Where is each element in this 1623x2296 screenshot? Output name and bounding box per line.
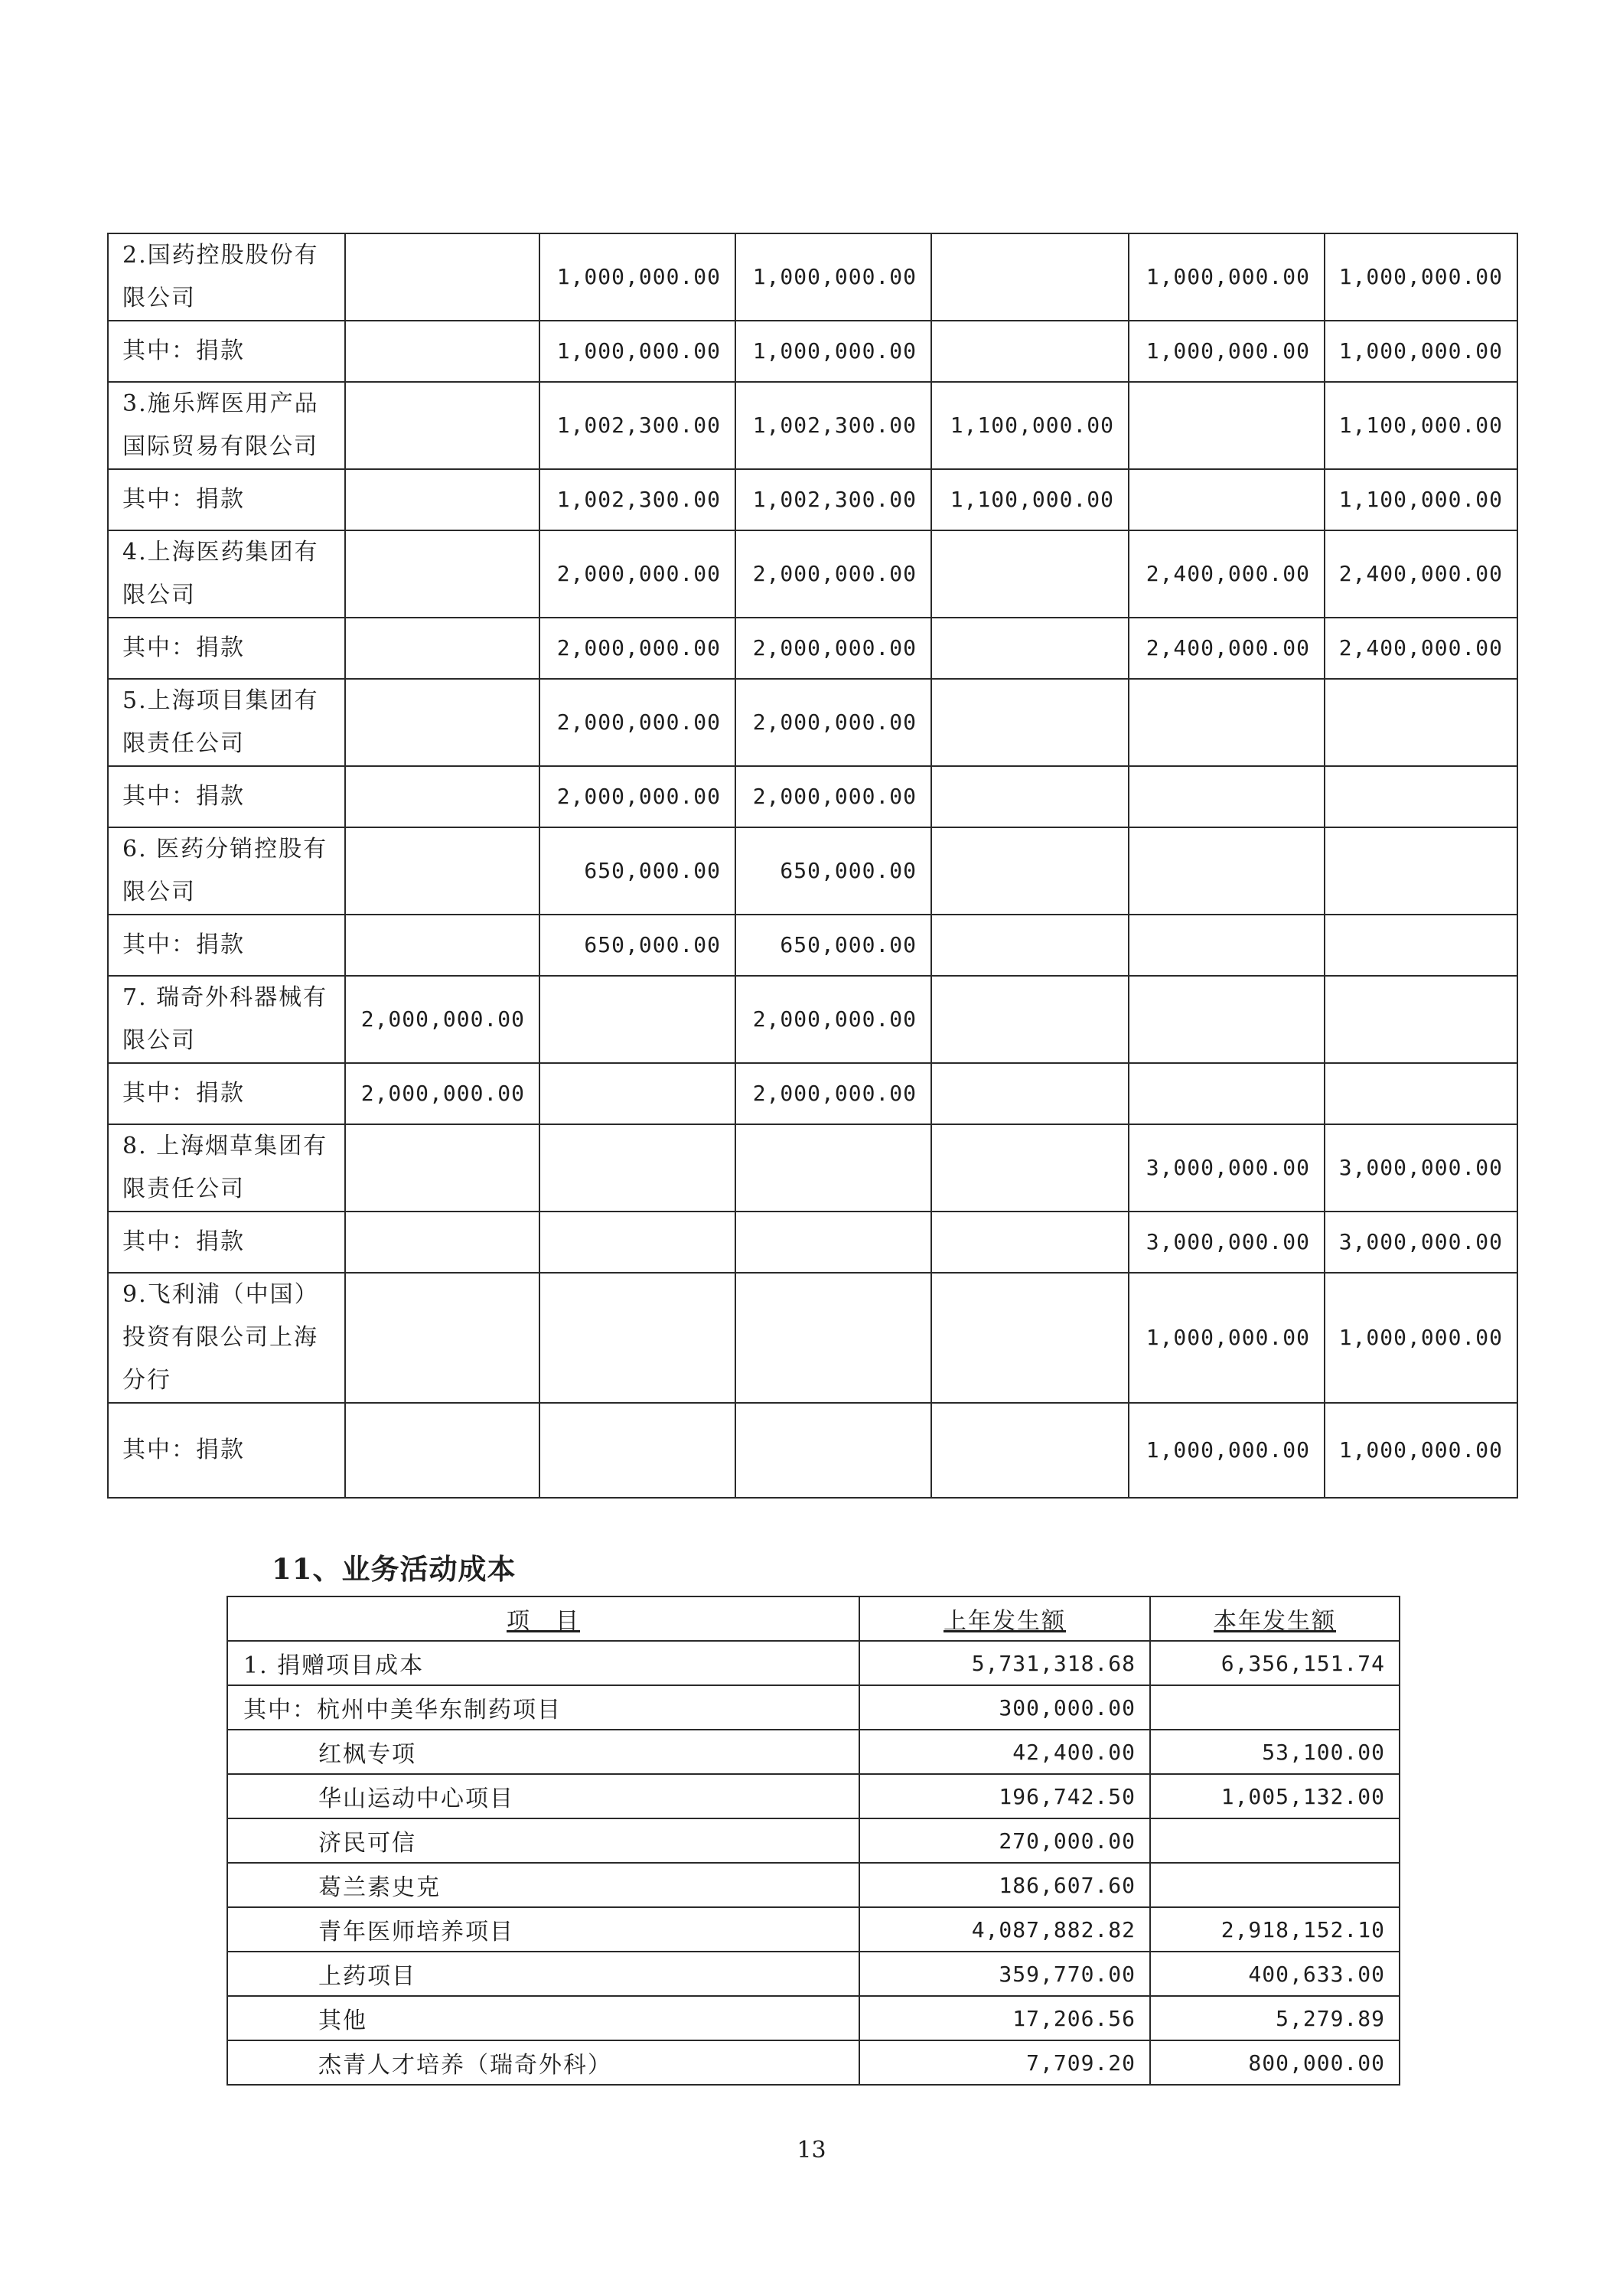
amount-cell: 1,002,300.00 <box>539 469 735 530</box>
amount-cell: 3,000,000.00 <box>1325 1212 1517 1273</box>
amount-cell <box>931 766 1129 827</box>
amount-cell <box>539 1273 735 1403</box>
donation-table <box>107 233 1518 1499</box>
row-label: 5.上海项目集团有限责任公司 <box>108 679 345 766</box>
cost-item-label: 其他 <box>227 1996 859 2040</box>
amount-cell: 2,000,000.00 <box>735 766 931 827</box>
amount-cell: 1,002,300.00 <box>539 382 735 469</box>
amount-cell <box>345 1403 539 1498</box>
amount-cell: 1,002,300.00 <box>735 469 931 530</box>
amount-cell <box>735 1124 931 1212</box>
table-row <box>108 233 1517 321</box>
row-label: 其中：捐款 <box>108 1403 345 1498</box>
current-year-amount: 400,633.00 <box>1150 1952 1400 1996</box>
current-year-amount: 6,356,151.74 <box>1150 1641 1400 1685</box>
amount-cell: 1,002,300.00 <box>735 382 931 469</box>
previous-year-amount: 186,607.60 <box>859 1863 1150 1907</box>
table-row <box>108 1273 1517 1403</box>
amount-cell: 1,000,000.00 <box>735 321 931 382</box>
amount-cell <box>1325 976 1517 1063</box>
current-year-amount: 5,279.89 <box>1150 1996 1400 2040</box>
amount-cell <box>1325 827 1517 915</box>
amount-cell: 2,000,000.00 <box>735 618 931 679</box>
amount-cell <box>345 1212 539 1273</box>
amount-cell: 1,100,000.00 <box>1325 382 1517 469</box>
row-label: 其中：捐款 <box>108 469 345 530</box>
row-label: 2.国药控股股份有限公司 <box>108 233 345 321</box>
table-row <box>108 530 1517 618</box>
amount-cell: 1,000,000.00 <box>1129 1273 1325 1403</box>
column-header-current-year: 本年发生额 <box>1150 1596 1400 1641</box>
row-label: 9.飞利浦（中国）投资有限公司上海分行 <box>108 1273 345 1403</box>
amount-cell <box>539 1403 735 1498</box>
amount-cell: 3,000,000.00 <box>1325 1124 1517 1212</box>
table-row <box>108 469 1517 530</box>
amount-cell <box>345 766 539 827</box>
table-row <box>108 321 1517 382</box>
cost-item-label: 1. 捐赠项目成本 <box>227 1641 859 1685</box>
amount-cell: 1,000,000.00 <box>1325 1403 1517 1498</box>
table-row <box>108 1124 1517 1212</box>
table-row <box>108 618 1517 679</box>
amount-cell <box>345 233 539 321</box>
table-row <box>227 1730 1400 1774</box>
cost-item-label: 葛兰素史克 <box>227 1863 859 1907</box>
current-year-amount <box>1150 1863 1400 1907</box>
row-label: 4.上海医药集团有限公司 <box>108 530 345 618</box>
table-row <box>227 1818 1400 1863</box>
amount-cell <box>1129 469 1325 530</box>
amount-cell <box>345 1124 539 1212</box>
table-row <box>108 679 1517 766</box>
amount-cell <box>1129 382 1325 469</box>
amount-cell: 2,400,000.00 <box>1129 618 1325 679</box>
row-label: 其中：捐款 <box>108 321 345 382</box>
amount-cell <box>1129 766 1325 827</box>
amount-cell: 2,400,000.00 <box>1129 530 1325 618</box>
cost-item-label: 红枫专项 <box>227 1730 859 1774</box>
cost-item-label: 青年医师培养项目 <box>227 1907 859 1952</box>
table-row <box>108 1403 1517 1498</box>
amount-cell <box>931 530 1129 618</box>
amount-cell <box>539 976 735 1063</box>
amount-cell: 2,000,000.00 <box>735 679 931 766</box>
row-label: 6. 医药分销控股有限公司 <box>108 827 345 915</box>
amount-cell: 2,000,000.00 <box>539 530 735 618</box>
current-year-amount: 1,005,132.00 <box>1150 1774 1400 1818</box>
amount-cell: 3,000,000.00 <box>1129 1124 1325 1212</box>
amount-cell <box>931 1212 1129 1273</box>
table-row <box>227 1996 1400 2040</box>
current-year-amount <box>1150 1818 1400 1863</box>
previous-year-amount: 17,206.56 <box>859 1996 1150 2040</box>
amount-cell <box>931 321 1129 382</box>
amount-cell: 1,000,000.00 <box>735 233 931 321</box>
current-year-amount: 53,100.00 <box>1150 1730 1400 1774</box>
cost-item-label: 上药项目 <box>227 1952 859 1996</box>
cost-table-header-row <box>227 1596 1400 1641</box>
amount-cell: 2,000,000.00 <box>539 679 735 766</box>
cost-item-label: 华山运动中心项目 <box>227 1774 859 1818</box>
amount-cell <box>735 1403 931 1498</box>
amount-cell <box>1325 766 1517 827</box>
amount-cell: 2,000,000.00 <box>539 766 735 827</box>
amount-cell: 1,100,000.00 <box>931 382 1129 469</box>
amount-cell <box>1325 679 1517 766</box>
amount-cell <box>931 1124 1129 1212</box>
amount-cell: 1,000,000.00 <box>1325 321 1517 382</box>
table-row <box>227 1641 1400 1685</box>
table-row <box>108 1212 1517 1273</box>
amount-cell <box>345 618 539 679</box>
amount-cell: 1,100,000.00 <box>931 469 1129 530</box>
row-label: 其中：捐款 <box>108 766 345 827</box>
section-title: 11、业务活动成本 <box>272 1552 517 1586</box>
row-label: 其中：捐款 <box>108 1212 345 1273</box>
table-row <box>227 1952 1400 1996</box>
amount-cell <box>345 679 539 766</box>
amount-cell <box>931 618 1129 679</box>
amount-cell <box>735 1212 931 1273</box>
amount-cell: 1,000,000.00 <box>1129 321 1325 382</box>
amount-cell <box>345 915 539 976</box>
table-row <box>227 1685 1400 1730</box>
previous-year-amount: 4,087,882.82 <box>859 1907 1150 1952</box>
previous-year-amount: 196,742.50 <box>859 1774 1150 1818</box>
amount-cell: 1,000,000.00 <box>539 321 735 382</box>
amount-cell <box>1129 976 1325 1063</box>
amount-cell: 2,400,000.00 <box>1325 618 1517 679</box>
row-label: 7. 瑞奇外科器械有限公司 <box>108 976 345 1063</box>
table-row <box>108 1063 1517 1124</box>
row-label: 3.施乐辉医用产品国际贸易有限公司 <box>108 382 345 469</box>
amount-cell <box>931 679 1129 766</box>
row-label: 8. 上海烟草集团有限责任公司 <box>108 1124 345 1212</box>
amount-cell: 650,000.00 <box>735 827 931 915</box>
amount-cell <box>931 233 1129 321</box>
amount-cell <box>931 827 1129 915</box>
amount-cell <box>1325 1063 1517 1124</box>
cost-item-label: 其中：杭州中美华东制药项目 <box>227 1685 859 1730</box>
amount-cell: 2,000,000.00 <box>735 530 931 618</box>
amount-cell: 1,000,000.00 <box>1325 233 1517 321</box>
amount-cell <box>931 915 1129 976</box>
amount-cell <box>539 1212 735 1273</box>
current-year-amount: 800,000.00 <box>1150 2040 1400 2085</box>
amount-cell <box>735 1273 931 1403</box>
amount-cell <box>931 976 1129 1063</box>
amount-cell: 1,100,000.00 <box>1325 469 1517 530</box>
current-year-amount <box>1150 1685 1400 1730</box>
amount-cell <box>345 382 539 469</box>
previous-year-amount: 359,770.00 <box>859 1952 1150 1996</box>
amount-cell: 2,400,000.00 <box>1325 530 1517 618</box>
table-row <box>108 827 1517 915</box>
amount-cell <box>345 827 539 915</box>
amount-cell <box>345 469 539 530</box>
amount-cell: 1,000,000.00 <box>539 233 735 321</box>
current-year-amount: 2,918,152.10 <box>1150 1907 1400 1952</box>
column-header-item: 项 目 <box>227 1596 859 1641</box>
page-number: 13 <box>797 2137 826 2164</box>
table-row <box>108 382 1517 469</box>
cost-table <box>227 1596 1400 2086</box>
amount-cell <box>1129 827 1325 915</box>
amount-cell <box>1129 1063 1325 1124</box>
table-row <box>227 1774 1400 1818</box>
row-label: 其中：捐款 <box>108 618 345 679</box>
amount-cell <box>1325 915 1517 976</box>
amount-cell <box>345 530 539 618</box>
amount-cell: 2,000,000.00 <box>735 1063 931 1124</box>
column-header-previous-year: 上年发生额 <box>859 1596 1150 1641</box>
previous-year-amount: 42,400.00 <box>859 1730 1150 1774</box>
amount-cell <box>1129 915 1325 976</box>
previous-year-amount: 270,000.00 <box>859 1818 1150 1863</box>
table-row <box>227 1863 1400 1907</box>
amount-cell <box>931 1403 1129 1498</box>
amount-cell: 2,000,000.00 <box>345 1063 539 1124</box>
amount-cell: 650,000.00 <box>735 915 931 976</box>
amount-cell: 3,000,000.00 <box>1129 1212 1325 1273</box>
amount-cell: 1,000,000.00 <box>1129 1403 1325 1498</box>
amount-cell: 650,000.00 <box>539 827 735 915</box>
amount-cell <box>1129 679 1325 766</box>
amount-cell: 1,000,000.00 <box>1325 1273 1517 1403</box>
table-row <box>108 915 1517 976</box>
previous-year-amount: 5,731,318.68 <box>859 1641 1150 1685</box>
table-row <box>227 2040 1400 2085</box>
amount-cell: 2,000,000.00 <box>345 976 539 1063</box>
table-row <box>108 766 1517 827</box>
previous-year-amount: 300,000.00 <box>859 1685 1150 1730</box>
amount-cell: 650,000.00 <box>539 915 735 976</box>
row-label: 其中：捐款 <box>108 1063 345 1124</box>
amount-cell: 2,000,000.00 <box>539 618 735 679</box>
amount-cell <box>345 1273 539 1403</box>
amount-cell <box>931 1063 1129 1124</box>
table-row <box>108 976 1517 1063</box>
previous-year-amount: 7,709.20 <box>859 2040 1150 2085</box>
amount-cell <box>931 1273 1129 1403</box>
amount-cell <box>539 1063 735 1124</box>
row-label: 其中：捐款 <box>108 915 345 976</box>
amount-cell: 1,000,000.00 <box>1129 233 1325 321</box>
amount-cell: 2,000,000.00 <box>735 976 931 1063</box>
table-row <box>227 1907 1400 1952</box>
cost-item-label: 杰青人才培养（瑞奇外科） <box>227 2040 859 2085</box>
cost-item-label: 济民可信 <box>227 1818 859 1863</box>
amount-cell <box>539 1124 735 1212</box>
amount-cell <box>345 321 539 382</box>
